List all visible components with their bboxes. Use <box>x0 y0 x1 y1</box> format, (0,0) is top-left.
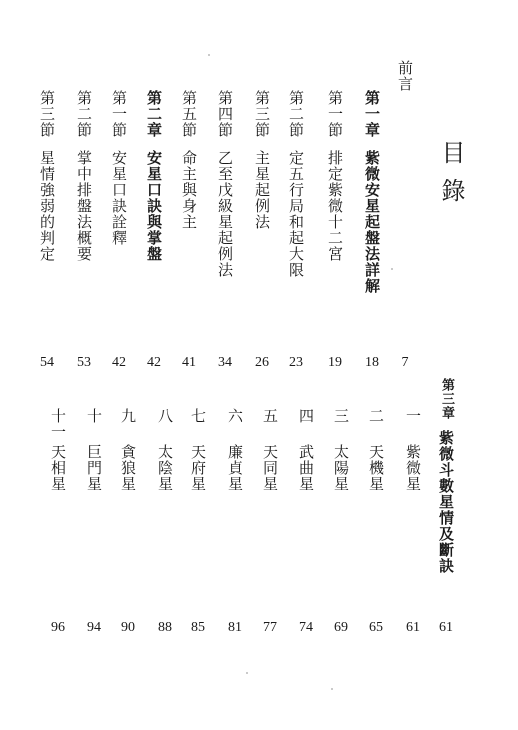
page-number: 53 <box>77 355 91 370</box>
entry-index: 六 <box>226 408 244 424</box>
star-entry <box>333 408 348 492</box>
entry-title: 天同星 <box>261 444 279 492</box>
entry-title: 紫微斗數星情及斷訣 <box>437 430 455 574</box>
page-number: 41 <box>182 355 196 370</box>
section-label: 第三節 <box>253 90 271 138</box>
page-number: 42 <box>147 355 161 370</box>
star-entry <box>298 408 313 492</box>
entry-index: 八 <box>156 408 174 424</box>
section-entry <box>39 90 54 262</box>
entry-index: 九 <box>119 408 137 424</box>
page-number: 96 <box>51 620 65 635</box>
entry-index: 七 <box>189 408 207 424</box>
page-number: 26 <box>255 355 269 370</box>
entry-title: 命主與身主 <box>180 150 198 230</box>
section-label: 第二節 <box>287 90 305 138</box>
star-entry <box>190 408 205 492</box>
section-label: 第三節 <box>38 90 56 138</box>
page-number: 74 <box>299 620 313 635</box>
star-entry <box>227 408 242 492</box>
page-number: 34 <box>218 355 232 370</box>
page-title: 目錄 <box>437 140 465 216</box>
star-entry <box>368 408 383 492</box>
section-entry <box>181 90 196 230</box>
section-entry <box>111 90 126 246</box>
page-number: 61 <box>439 620 453 635</box>
entry-title: 紫微安星起盤法詳解 <box>363 150 381 294</box>
page-number: 90 <box>121 620 135 635</box>
entry-title: 前言 <box>396 60 414 92</box>
star-entry <box>262 408 277 492</box>
entry-title: 巨門星 <box>85 444 103 492</box>
page-number: 65 <box>369 620 383 635</box>
chapter-heading <box>364 90 379 294</box>
section-entry <box>327 90 342 262</box>
entry-title: 武曲星 <box>297 444 315 492</box>
page-number: 42 <box>112 355 126 370</box>
entry-index: 五 <box>261 408 279 424</box>
entry-title: 排定紫微十二宮 <box>326 150 344 262</box>
entry-index: 四 <box>297 408 315 424</box>
page-number: 88 <box>158 620 172 635</box>
entry-title: 天相星 <box>49 444 67 492</box>
entry-title: 天機星 <box>367 444 385 492</box>
entry-title: 主星起例法 <box>253 150 271 230</box>
section-label: 第一節 <box>110 90 128 138</box>
page-number: 19 <box>328 355 342 370</box>
entry-index: 二 <box>367 408 385 424</box>
page-number: 54 <box>40 355 54 370</box>
page-number: 7 <box>401 355 409 370</box>
page-number: 23 <box>289 355 303 370</box>
entry-title: 紫微星 <box>404 444 422 492</box>
preface-entry <box>397 60 412 92</box>
section-entry <box>288 90 303 278</box>
entry-title: 太陽星 <box>332 444 350 492</box>
section-label: 第一節 <box>326 90 344 138</box>
section-entry <box>217 90 232 278</box>
star-entry <box>157 408 172 492</box>
page-number: 85 <box>191 620 205 635</box>
section-label: 第五節 <box>180 90 198 138</box>
entry-index: 一 <box>404 408 422 424</box>
star-entry <box>86 408 101 492</box>
star-entry <box>405 408 420 492</box>
section-label: 第四節 <box>216 90 234 138</box>
section-entry <box>254 90 269 230</box>
entry-title: 掌中排盤法概要 <box>75 150 93 262</box>
entry-index: 十 <box>85 408 103 424</box>
section-label: 第三章 <box>439 378 454 420</box>
page-number: 81 <box>228 620 242 635</box>
entry-title: 安星口訣與掌盤 <box>145 150 163 262</box>
page-number: 94 <box>87 620 101 635</box>
page-number: 18 <box>365 355 379 370</box>
entry-title: 廉貞星 <box>226 444 244 492</box>
section-entry <box>76 90 91 262</box>
chapter-heading <box>146 90 161 262</box>
entry-title: 貪狼星 <box>119 444 137 492</box>
section-label: 第二章 <box>145 90 163 138</box>
section-label: 第二節 <box>75 90 93 138</box>
entry-title: 定五行局和起大限 <box>287 150 305 278</box>
entry-title: 太陰星 <box>156 444 174 492</box>
page-number: 61 <box>406 620 420 635</box>
entry-title: 天府星 <box>189 444 207 492</box>
star-entry <box>120 408 135 492</box>
entry-title: 安星口訣詮釋 <box>110 150 128 246</box>
entry-index: 十一 <box>49 408 67 440</box>
page-number: 69 <box>334 620 348 635</box>
star-entry <box>50 408 65 492</box>
entry-title: 星情強弱的判定 <box>38 150 56 262</box>
chapter-heading <box>438 378 453 574</box>
page-number: 77 <box>263 620 277 635</box>
entry-index: 三 <box>332 408 350 424</box>
entry-title: 乙至戊級星起例法 <box>216 150 234 278</box>
section-label: 第一章 <box>363 90 381 138</box>
